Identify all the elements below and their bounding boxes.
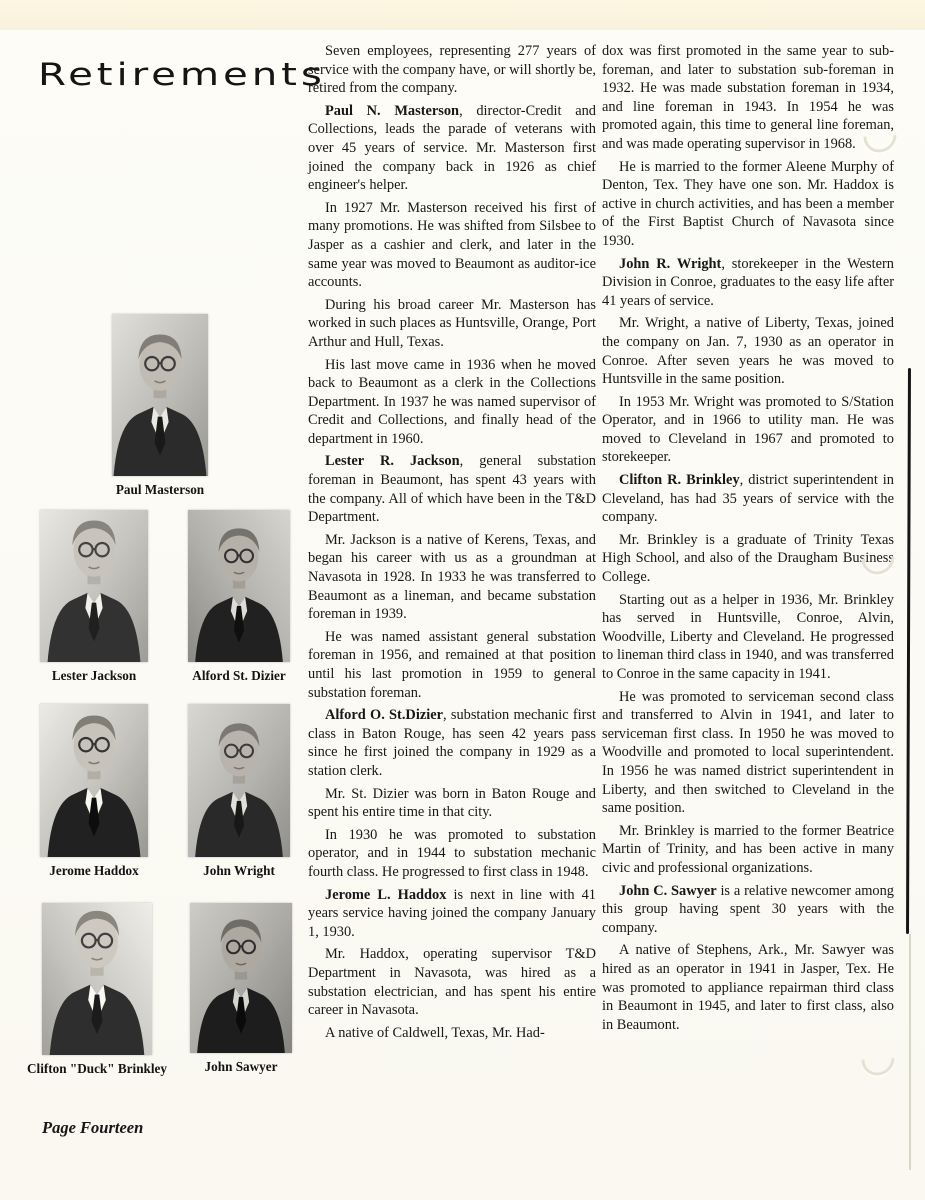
- retiree-name: Paul N. Masterson: [325, 102, 460, 119]
- article-paragraph: Mr. Jackson is a native of Kerens, Texas, and began his career with us as a groundman at Navasota in 1928. In 1933 he was transferred to Beaumont as a lineman, and became substation foreman in 1939.: [308, 531, 596, 623]
- article-paragraph: Lester R. Jackson, general substation foreman in Beaumont, has spent 43 years with the company. All of which have been in the T&D Department.: [308, 453, 596, 526]
- article-paragraph: John R. Wright, storekeeper in the Western Division in Conroe, graduates to the easy life after 41 years of service.: [602, 255, 894, 309]
- portrait-alford-st-dizier: [177, 510, 301, 684]
- article-paragraph: A native of Caldwell, Texas, Mr. Had-: [325, 1024, 545, 1041]
- article-paragraph: Starting out as a helper in 1936, Mr. Brinkley has served in Huntsville, Conroe, Alvin, Woodville, Liberty and Cleveland. He progressed to lineman third class in 1940, and was transferred to Conroe in the same capacity in 1941.: [602, 591, 894, 682]
- article-paragraph: A native of Stephens, Ark., Mr. Sawyer was hired as an operator in 1941 in Jasper, Tex. He was promoted to appliance repairman third class in Beaumont in 1945, and later to first class, also in Beaumont.: [602, 942, 894, 1033]
- retiree-name: Lester R. Jackson: [325, 453, 460, 470]
- scan-top-edge: [0, 0, 925, 31]
- article-paragraph: Mr. Brinkley is a graduate of Trinity Texas High School, and also of the Draugham Business College.: [602, 531, 894, 586]
- portrait-jerome-haddox: [30, 704, 158, 879]
- portrait-john-wright: [177, 704, 301, 879]
- article-paragraph: Clifton R. Brinkley, district superintendent in Cleveland, has had 35 years of service with the company.: [602, 472, 894, 526]
- person-portrait-icon: [40, 704, 148, 857]
- portrait-clifton-brinkley: [18, 903, 176, 1077]
- article-paragraph: Mr. St. Dizier was born in Baton Rouge and spent his entire time in that city.: [308, 785, 596, 821]
- photo-caption: Alford St. Dizier: [192, 668, 286, 683]
- photo-caption: Paul Masterson: [115, 482, 205, 497]
- article-paragraph: Mr. Brinkley is married to the former Beatrice Martin of Trinity, and has been active in many civic and professional organizations.: [602, 822, 894, 876]
- photo-caption: John Sawyer: [204, 1059, 278, 1074]
- person-portrait-icon: [190, 903, 292, 1053]
- article-paragraph: In 1927 Mr. Masterson received his first of many promotions. He was shifted from Silsbee to Jasper as a cashier and clerk, and later in the same year was moved to Beaumont as auditor-ice accounts.: [308, 199, 596, 291]
- article-paragraph: Seven employees, representing 277 years of service with the company have, or will shortly be, retired from the company.: [308, 43, 596, 97]
- article-paragraph: He is married to the former Aleene Murphy of Denton, Tex. They have one son. Mr. Haddox is active in church activities, and has been a member of the First Baptist Church of Navasota since 1930.: [602, 158, 894, 249]
- article-column-middle: [308, 42, 596, 1042]
- article-paragraph: Mr. Haddox, operating supervisor T&D Department in Navasota, was hired as a substation electrician, and has spent his entire career in Navasota.: [308, 946, 596, 1019]
- portrait-photo: [188, 704, 290, 857]
- article-paragraph: He was named assistant general substation foreman in 1956, and remained at that position until his last promotion in 1959 to general substation foreman.: [308, 628, 596, 701]
- article-paragraph: In 1953 Mr. Wright was promoted to S/Station Operator, and in 1966 to utility man. He was moved to Cleveland in 1967 and promoted to storekeeper.: [602, 393, 894, 466]
- photo-caption: Lester Jackson: [51, 668, 137, 683]
- retiree-name: Alford O. St.Dizier: [325, 707, 443, 724]
- portrait-photo: [42, 903, 152, 1055]
- article-paragraph: dox was first promoted in the same year to sub-foreman, and later to substation sub-foreman in 1932. He was made substation foreman in 1934, and line foreman in 1943. In 1954 he was promoted again, this time to general line foreman, and was made operating supervisor in 1968.: [602, 43, 894, 152]
- article-column-right: [602, 42, 894, 1034]
- article-paragraph: During his broad career Mr. Masterson has worked in such places as Huntsville, Orange, Port Arthur and Hull, Texas.: [308, 296, 596, 350]
- scan-binding-line-faint: [909, 934, 911, 1170]
- page-number: Page Fourteen: [42, 1118, 144, 1137]
- person-portrait-icon: [40, 510, 148, 662]
- retiree-name: Jerome L. Haddox: [325, 886, 447, 903]
- article-paragraph: Jerome L. Haddox is next in line with 41 years service having joined the company January 1, 1930.: [308, 886, 596, 940]
- portrait-lester-jackson: [30, 510, 158, 684]
- portrait-photo: [40, 510, 148, 662]
- person-portrait-icon: [42, 903, 152, 1055]
- article-paragraph: In 1930 he was promoted to substation operator, and in 1944 to substation mechanic fourth class. He progressed to first class in 1948.: [308, 826, 596, 880]
- portrait-paul-masterson: [85, 314, 235, 498]
- portrait-photo: [112, 314, 208, 476]
- retiree-name: Clifton R. Brinkley: [619, 472, 740, 489]
- photo-caption: John Wright: [203, 863, 275, 878]
- person-portrait-icon: [188, 704, 290, 857]
- photo-caption: Clifton "Duck" Brinkley: [27, 1061, 167, 1076]
- person-portrait-icon: [188, 510, 290, 662]
- article-paragraph: Alford O. St.Dizier, substation mechanic first class in Baton Rouge, has seen 42 years pass since he first joined the company in 1929 as a station clerk.: [308, 707, 596, 779]
- portrait-photo: [40, 704, 148, 857]
- retiree-name: John R. Wright: [619, 255, 722, 272]
- article-paragraph: His last move came in 1936 when he moved back to Beaumont as a clerk in the Collections Department. In 1937 he was named supervisor of Credit and Collections, and finally head of the department in 1960.: [308, 356, 596, 447]
- portrait-photo: [190, 903, 292, 1053]
- article-paragraph: John C. Sawyer is a relative newcomer among this group having spent 30 years with the company.: [602, 882, 894, 936]
- retiree-name: John C. Sawyer: [619, 882, 717, 899]
- article-paragraph: He was promoted to serviceman second class and transferred to Alvin in 1941, and later to serviceman first class. In 1950 he was moved to Woodville and promoted to local superintendent. In 1956 he was named district superintendent in Liberty, and then switched to Cleveland in the same position.: [602, 688, 894, 817]
- portrait-john-sawyer: [179, 903, 303, 1075]
- portrait-photo: [188, 510, 290, 662]
- article-paragraph: Mr. Wright, a native of Liberty, Texas, joined the company on Jan. 7, 1930 as an operator in Conroe. After seven years he was moved to Huntsville in the same position.: [602, 315, 894, 388]
- article-paragraph: Paul N. Masterson, director-Credit and Collections, leads the parade of veterans with over 45 years of service. Mr. Masterson first joined the company back in 1926 as chief engineer's helper.: [308, 102, 596, 194]
- photo-caption: Jerome Haddox: [49, 863, 139, 878]
- page-title: Retirements: [38, 56, 326, 93]
- person-portrait-icon: [112, 314, 208, 476]
